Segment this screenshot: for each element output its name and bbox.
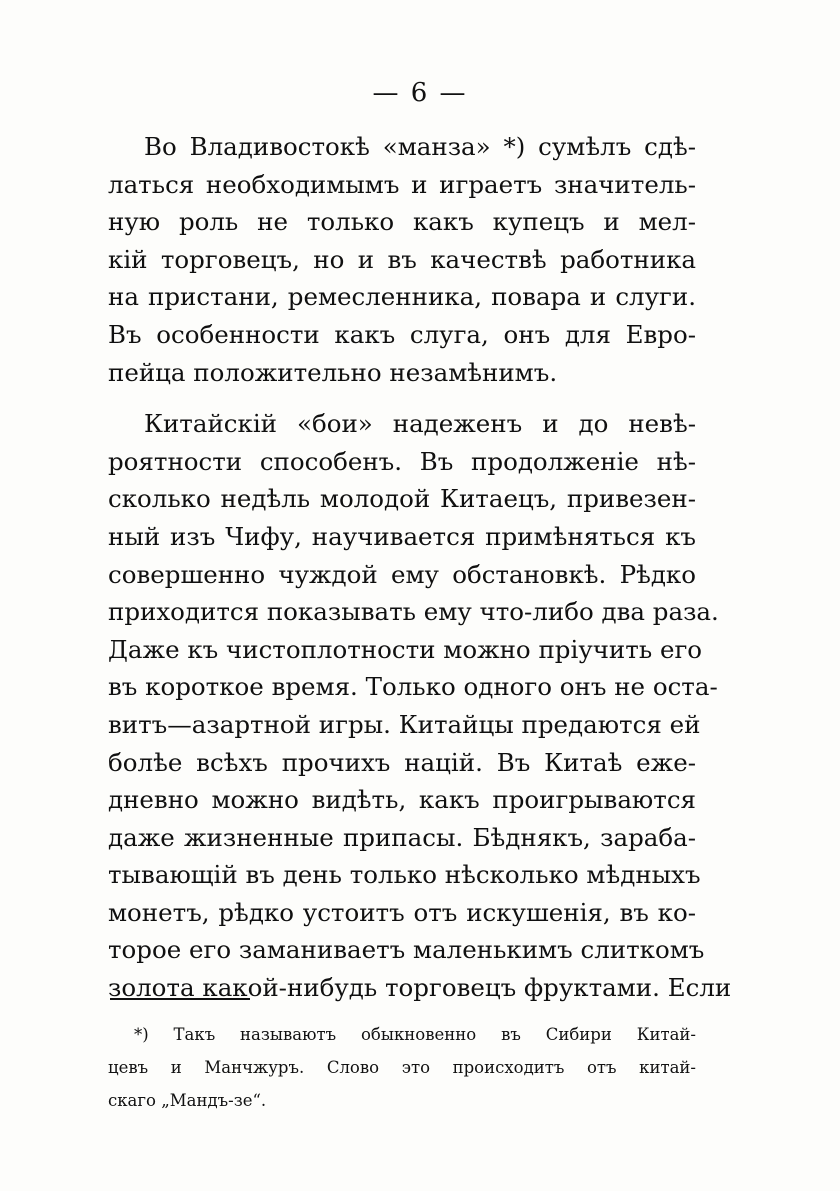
text-line: торое его заманиваетъ маленькимъ слиткомъ bbox=[108, 935, 705, 965]
text-line: монетъ, рѣдко устоитъ отъ искушенія, въ ко- bbox=[108, 897, 696, 927]
paragraph-1 bbox=[108, 128, 696, 391]
text-line: золота какой-нибудь торговецъ фруктами. Если bbox=[108, 973, 732, 1003]
footnote-line: скаго „Мандъ-зе“. bbox=[108, 1091, 267, 1110]
paragraph-2 bbox=[108, 405, 732, 1007]
text-line: Въ особенности какъ слуга, онъ для Евро- bbox=[108, 319, 696, 349]
text-line: витъ—азартной игры. Китайцы предаются ей bbox=[108, 709, 701, 739]
text-line: латься необходимымъ и играетъ значитель- bbox=[108, 169, 696, 199]
text-line: тывающій въ день только нѣсколько мѣдныхъ bbox=[108, 860, 701, 890]
text-line: роятности способенъ. Въ продолженіе нѣ- bbox=[108, 446, 696, 476]
text-line: на пристани, ремесленника, повара и слуги. bbox=[108, 282, 696, 312]
footnote bbox=[108, 1018, 696, 1117]
text-line: Во Владивостокѣ «манза» *) сумѣлъ сдѣ- bbox=[144, 132, 696, 161]
text-line: пейца положительно незамѣнимъ. bbox=[108, 357, 558, 387]
text-line: Даже къ чистоплотности можно пріучить его bbox=[108, 634, 703, 664]
page-number: — 6 — bbox=[372, 78, 468, 108]
text-line: приходится показывать ему что-либо два раза. bbox=[108, 597, 719, 627]
text-line: Китайскій «бои» надеженъ и до невѣ- bbox=[144, 409, 696, 439]
text-line: кій торговецъ, но и въ качествѣ работника bbox=[108, 244, 696, 274]
text-line: въ короткое время. Только одного онъ не оста- bbox=[108, 672, 718, 702]
text-line: даже жизненные припасы. Бѣднякъ, зараба- bbox=[108, 822, 696, 852]
footnote-line: *) Такъ называютъ обыкновенно въ Сибири Китай- bbox=[134, 1025, 696, 1044]
footnote-divider bbox=[110, 998, 250, 1000]
text-line: ный изъ Чифу, научивается примѣняться къ bbox=[108, 521, 696, 551]
text-line: ную роль не только какъ купецъ и мел- bbox=[108, 207, 696, 237]
main-text bbox=[108, 128, 732, 1007]
text-line: сколько недѣль молодой Китаецъ, привезен- bbox=[108, 484, 696, 514]
text-line: болѣе всѣхъ прочихъ націй. Въ Китаѣ еже- bbox=[108, 747, 696, 777]
footnote-line: цевъ и Манчжуръ. Слово это происходитъ отъ китай- bbox=[108, 1058, 696, 1077]
text-line: дневно можно видѣть, какъ проигрываются bbox=[108, 785, 696, 815]
text-line: совершенно чуждой ему обстановкѣ. Рѣдко bbox=[108, 559, 696, 589]
